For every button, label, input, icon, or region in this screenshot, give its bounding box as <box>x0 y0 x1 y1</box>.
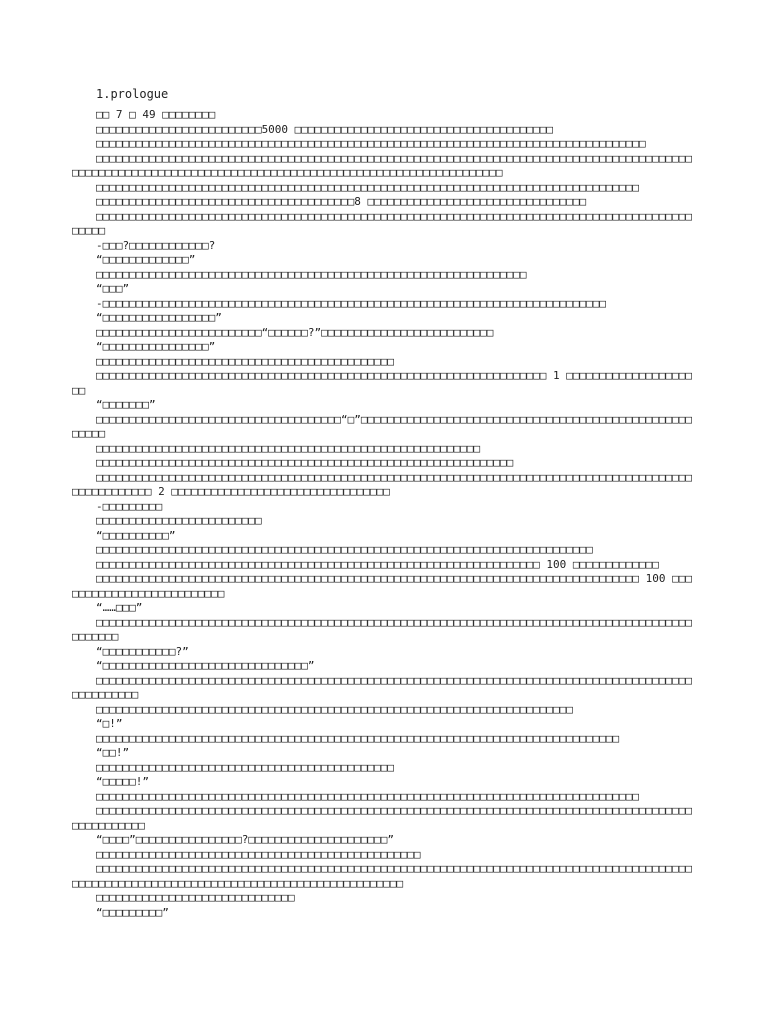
paragraph: □□□□□□□□□□□□□□□□□□□□□□□□□□□□□□□□□□□□□□□□□□□□□□□□□□□□□□□□□□□□□□□□□□□□□□□□□□□□□□□□□□□□□□□□□□□□□□□□□□□□□□ 2 □□□□□□□□□□□□□□□□□□□□□□□□□□□□□□□□□ <box>72 470 693 498</box>
paragraph: □□ 7 □ 49 □□□□□□□□ <box>96 108 216 121</box>
paragraph: □□□□□□□□□□□□□□□□□□□□□□□□□□□□□□□□□□□□□□□□□□□□□□□□□□□□□□□□□□□□□□□□□□□□□□□□□□□□□□□□□□□ <box>96 137 646 150</box>
paragraph: □□□□□□□□□□□□□□□□□□□□□□□□□□□□□□□□□□□□□“□”□□□□□□□□□□□□□□□□□□□□□□□□□□□□□□□□□□□□□□□□□□□□□□□□□□□□□□□ <box>72 412 693 440</box>
paragraph: -□□□□□□□□□ <box>96 499 163 513</box>
paragraph: “□□□□□□□□□□□□□” <box>96 253 196 266</box>
paragraph: “□□□□□□□□□” <box>96 905 169 919</box>
paragraph: “□!” <box>96 717 123 730</box>
paragraph: □□□□□□□□□□□□□□□□□□□□□□□□□□□□□□□□□□□□□□□□□□□□□□□□□□□□□□□□□□□□□□□□□□□□□□□□□□□□□□□□□□□□□□□□□□□□□□□□□ <box>72 615 693 643</box>
chapter-title: 1.prologue <box>96 87 169 101</box>
paragraph: □□□□□□□□□□□□□□□□□□□□□□□□□□□□□□□□□□□□□□□□□□□□□□□□□□□□□□□□□□□□□□□□□□□□□□□□□□□□□□□□□□□□□□□□□□□□□□□□□□□□□ <box>72 804 693 832</box>
document-body <box>72 86 696 920</box>
paragraph: □□□□□□□□□□□□□□□□□□□□□□□□□□□□□□□□□□□□□□□□□□□□□ <box>96 354 395 368</box>
paragraph: □□□□□□□□□□□□□□□□□□□□□□□□□□□□□□□□□□□□□□□□□□□□□□□□□□□□□□□□□□□□□□□□□□□□□□□□□□□□□□□□□□ <box>96 180 640 194</box>
paragraph-list <box>72 108 696 920</box>
paragraph: “□□!” <box>96 746 130 759</box>
paragraph: “□□□□□□□” <box>96 398 156 411</box>
paragraph: □□□□□□□□□□□□□□□□□□□□□□□□□□□□□□□□□□□□□□□□□□□□□□□□□□□□□□□□□□□□□□□□□□□□ 1 □□□□□□□□□□□□□□□□□□□□□ <box>72 369 693 397</box>
paragraph: □□□□□□□□□□□□□□□□□□□□□□□□□□□□□□□□□□□□□□□□□□□□□□□□□□□□□□□□□□□□□□□□□□□□□□□□□□□□□□□□□□□□□□□□□□□□□□□□□□□□ <box>72 673 693 701</box>
paragraph: “□□□□□□□□□□” <box>96 528 176 542</box>
paragraph: □□□□□□□□□□□□□□□□□□□□□□□□□5000 □□□□□□□□□□□□□□□□□□□□□□□□□□□□□□□□□□□□□□□ <box>96 122 553 136</box>
paragraph: “□□□□□□□□□□□□□□□□□” <box>96 311 222 324</box>
paragraph: “□□□□□□□□□□□□□□□□” <box>96 340 216 353</box>
paragraph: “□□□” <box>96 282 130 295</box>
paragraph: -□□□□□□□□□□□□□□□□□□□□□□□□□□□□□□□□□□□□□□□□□□□□□□□□□□□□□□□□□□□□□□□□□□□□□□□□□□□□ <box>96 296 606 310</box>
paragraph: □□□□□□□□□□□□□□□□□□□□□□□□□□□□□□□□□□□□□□□□□□□□□□□□□□□□□□□□□□□□□□□□□□□□□□□□□□□ <box>96 543 593 556</box>
paragraph: □□□□□□□□□□□□□□□□□□□□□□□□□□□□□□ <box>96 891 295 904</box>
paragraph: “□□□□□!” <box>96 775 149 788</box>
paragraph: □□□□□□□□□□□□□□□□□□□□□□□□□□□□□□□□□□□□□□□□□□□□□□□□□□□□□□□□□□□□□□□□□□□□□□□□□□□□□□□□□□ <box>96 789 640 803</box>
paragraph: □□□□□□□□□□□□□□□□□□□□□□□□□□□□□□□□□□□□□□□□□□□□□□□□□□□□□□□□□□□□□□□□□□□□□□□□□□□□□□□ <box>96 731 620 745</box>
paragraph: □□□□□□□□□□□□□□□□□□□□□□□□□□□□□□□□□□□□□□□□□□□□□□□□□□□□□□□□□□□□□□□□□□□□□□□□□□□□□□□□□□ 100 □□□□□□□□□□□□□□□□□□□□□□□□□□ <box>72 572 693 600</box>
paragraph: -□□□?□□□□□□□□□□□□? <box>96 238 216 252</box>
paragraph: □□□□□□□□□□□□□□□□□□□□□□□□□□□□□□□□□□□□□□□□□□□□□□□□□ <box>96 847 421 861</box>
paragraph: “□□□□”□□□□□□□□□□□□□□□□?□□□□□□□□□□□□□□□□□□□□□” <box>96 833 395 846</box>
paragraph: □□□□□□□□□□□□□□□□□□□□□□□□□□□□□□□□□□□□□□□□□□□□□ <box>96 760 395 774</box>
paragraph: “……□□□” <box>96 601 143 614</box>
paragraph: □□□□□□□□□□□□□□□□□□□□□□□□□□□□□□□□□□□□□□□□□□□□□□□□□□□□□□□□□□□□□□□□□□□ 100 □□□□□□□□□□□□□ <box>96 557 659 571</box>
paragraph: “□□□□□□□□□□□□□□□□□□□□□□□□□□□□□□□” <box>96 659 315 672</box>
paragraph: □□□□□□□□□□□□□□□□□□□□□□□□□□□□□□□□□□□□□□□□□□□□□□□□□□□□□□□□□□□□□□□ <box>96 456 514 469</box>
paragraph: □□□□□□□□□□□□□□□□□□□□□□□□□□□□□□□□□□□□□□□□□□□□□□□□□□□□□□□□□□□□□□□□□ <box>96 267 527 281</box>
paragraph: □□□□□□□□□□□□□□□□□□□□□□□□□ <box>96 514 262 527</box>
paragraph: □□□□□□□□□□□□□□□□□□□□□□□□□□□□□□□□□□□□□□□□□□□□□□□□□□□□□□□□□□□□□□□□□□□□□□□□□□□□□□□□□□□□□□□□□□□□□□□□□□□□□□□□□□□□□□□□□□□□□□□□□□□□□□□□□□□□□□□□□□□□□□□□□□□□□□□□□□□ <box>72 151 693 179</box>
paragraph: □□□□□□□□□□□□□□□□□□□□□□□□□□□□□□□□□□□□□□□8 □□□□□□□□□□□□□□□□□□□□□□□□□□□□□□□□□ <box>96 195 587 208</box>
paragraph: □□□□□□□□□□□□□□□□□□□□□□□□□□□□□□□□□□□□□□□□□□□□□□□□□□□□□□□□□□□□□□□□□□□□□□□□□□□□□□□□□□□□□□□□□□□□□□□ <box>72 209 693 237</box>
paragraph: □□□□□□□□□□□□□□□□□□□□□□□□□□□□□□□□□□□□□□□□□□□□□□□□□□□□□□□□□□ <box>96 441 481 455</box>
paragraph: “□□□□□□□□□□□?” <box>96 644 189 658</box>
paragraph: □□□□□□□□□□□□□□□□□□□□□□□□□□□□□□□□□□□□□□□□□□□□□□□□□□□□□□□□□□□□□□□□□□□□□□□□□□□□□□□□□□□□□□□□□□□□□□□□□□□□□□□□□□□□□□□□□□□□□□□□□□□□□□□□□□□□□□□□□□□□ <box>72 862 693 890</box>
paragraph: □□□□□□□□□□□□□□□□□□□□□□□□□□□□□□□□□□□□□□□□□□□□□□□□□□□□□□□□□□□□□□□□□□□□□□□□ <box>96 702 573 716</box>
paragraph: □□□□□□□□□□□□□□□□□□□□□□□□□“□□□□□□?”□□□□□□□□□□□□□□□□□□□□□□□□□□ <box>96 325 494 339</box>
